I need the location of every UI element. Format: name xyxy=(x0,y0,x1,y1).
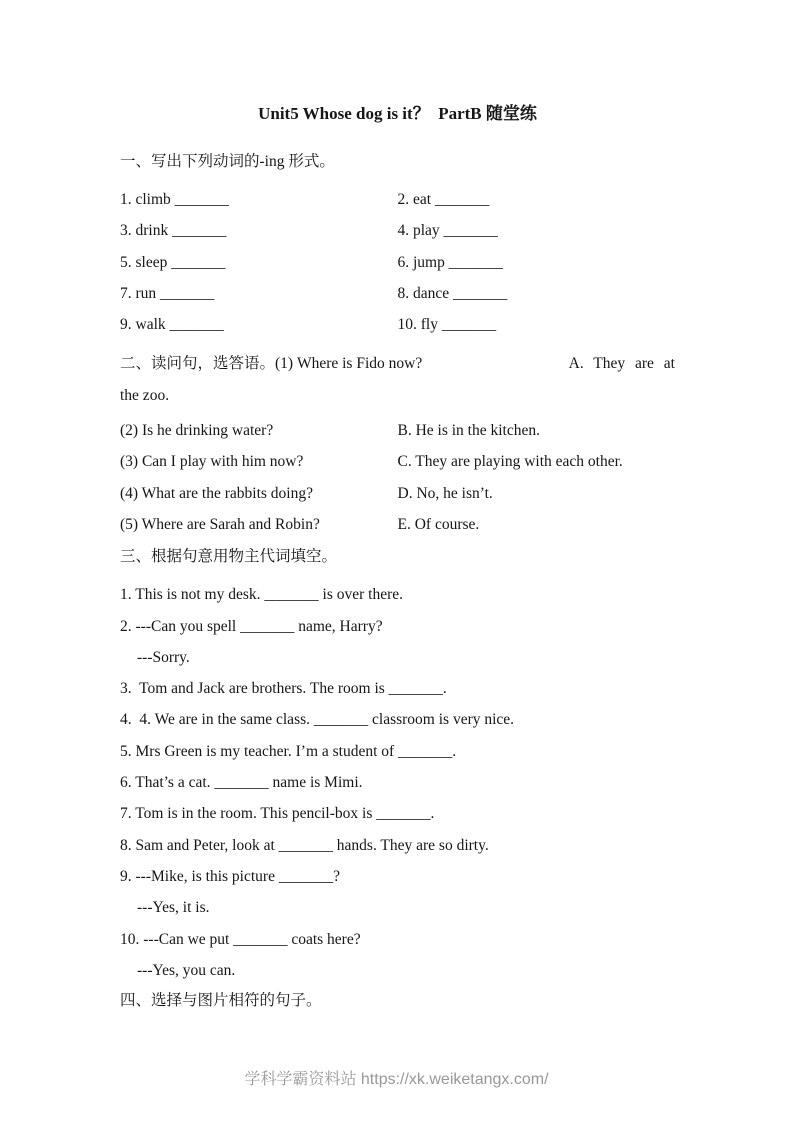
dialogue-reply-line-2: ---Sorry. xyxy=(137,648,190,666)
footer-credit: 学科学霸资料站 https://xk.weiketangx.com/ xyxy=(244,1071,549,1088)
dialogue-reply-line-9: ---Yes, it is. xyxy=(137,899,210,917)
section2-pairs xyxy=(120,415,675,540)
verb-ing-item-7: 7. run _______ xyxy=(120,284,215,302)
fill-blank-line-8: 8. Sam and Peter, look at _______ hands. They are so dirty. xyxy=(120,836,489,854)
section2-heading: 二、读问句，选答语。(1) Where is Fido now? xyxy=(120,355,423,373)
question-item-2: (2) Is he drinking water? xyxy=(120,422,274,440)
section1-heading: 一、写出下列动词的-ing 形式。 xyxy=(120,153,335,170)
verb-ing-item-1: 1. climb _______ xyxy=(120,191,229,208)
verb-ing-item-6: 6. jump _______ xyxy=(397,253,503,271)
fill-blank-line-1: 1. This is not my desk. _______ is over there. xyxy=(120,586,403,604)
fill-blank-line-10: 10. ---Can we put _______ coats here? xyxy=(120,930,361,948)
fill-blank-line-9: 9. ---Mike, is this picture _______? xyxy=(120,867,340,885)
answer-option-c: C. They are playing with each other. xyxy=(397,453,623,471)
fill-blank-line-4: 4. 4. We are in the same class. _______ classroom is very nice. xyxy=(120,711,515,729)
answer-option-b: B. He is in the kitchen. xyxy=(397,422,540,440)
answer-option-a-continuation: the zoo. xyxy=(120,386,170,404)
section4-heading: 四、选择与图片相符的句子。 xyxy=(120,992,322,1010)
fill-blank-line-6: 6. That’s a cat. _______ name is Mimi. xyxy=(120,774,363,792)
verb-ing-item-3: 3. drink _______ xyxy=(120,222,227,240)
section3-heading: 三、根据句意用物主代词填空。 xyxy=(120,548,338,566)
fill-blank-line-2: 2. ---Can you spell _______ name, Harry? xyxy=(120,617,383,635)
question-item-3: (3) Can I play with him now? xyxy=(120,453,304,471)
verb-ing-item-8: 8. dance _______ xyxy=(397,284,508,302)
fill-blank-line-5: 5. Mrs Green is my teacher. I’m a student of _______. xyxy=(120,742,457,760)
fill-blank-line-7: 7. Tom is in the room. This pencil-box is _______. xyxy=(120,805,435,823)
answer-option-d: D. No, he isn’t. xyxy=(397,484,493,502)
verb-ing-item-5: 5. sleep _______ xyxy=(120,253,226,271)
verb-ing-item-9: 9. walk _______ xyxy=(120,316,224,334)
fill-blank-line-3: 3. Tom and Jack are brothers. The room is _______. xyxy=(120,680,447,698)
section2-heading-row xyxy=(120,348,675,379)
question-item-4: (4) What are the rabbits doing? xyxy=(120,484,313,502)
verb-ing-item-10: 10. fly _______ xyxy=(397,316,497,334)
dialogue-reply-line-10: ---Yes, you can. xyxy=(137,961,236,979)
answer-option-a: A. They are at xyxy=(568,355,675,373)
verb-ing-item-2: 2. eat _______ xyxy=(397,191,490,208)
page-title: Unit5 Whose dog is it？ PartB 随堂练 xyxy=(258,104,537,123)
verb-ing-item-4: 4. play _______ xyxy=(397,222,498,240)
answer-option-e: E. Of course. xyxy=(397,515,480,533)
question-item-5: (5) Where are Sarah and Robin? xyxy=(120,515,320,533)
section1-items xyxy=(120,184,675,340)
